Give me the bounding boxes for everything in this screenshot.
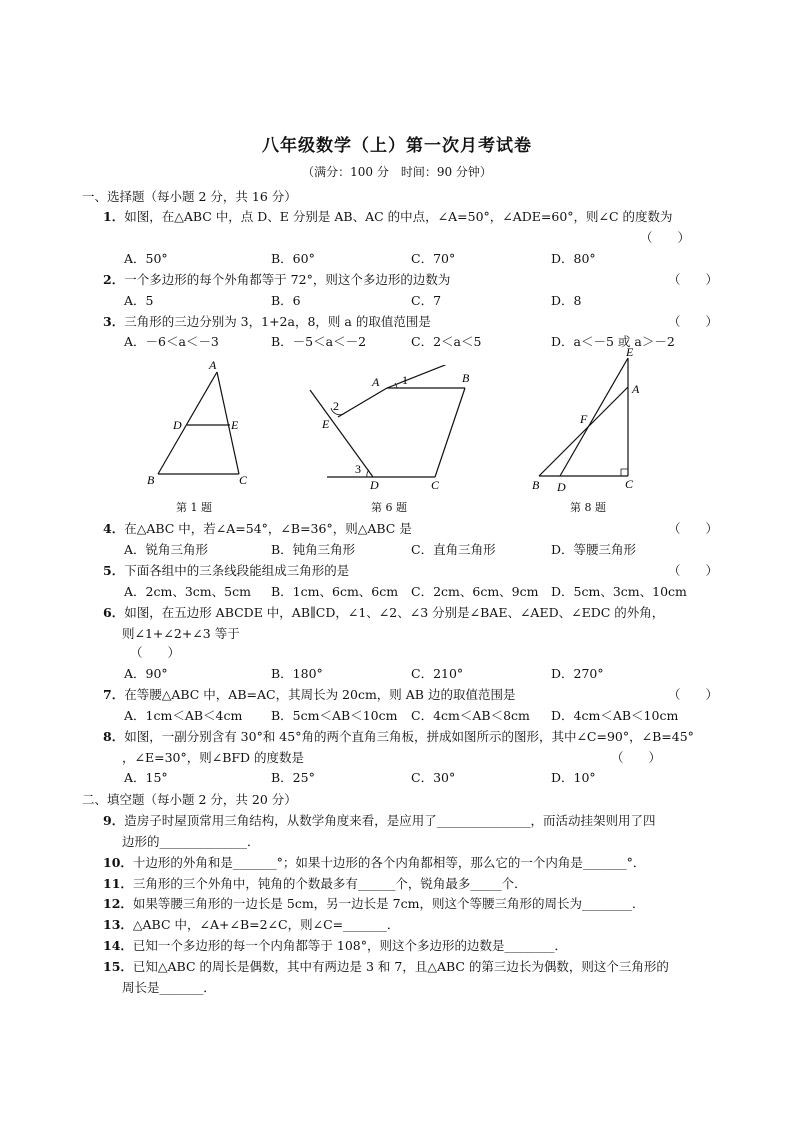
label-a: A bbox=[632, 382, 640, 396]
question-number: 7． bbox=[103, 687, 125, 702]
figure-1-triangle bbox=[140, 355, 260, 490]
page-subtitle: （满分：100 分 时间：90 分钟） bbox=[302, 165, 492, 179]
question-4 bbox=[103, 519, 412, 537]
label-d: D bbox=[557, 480, 566, 494]
question-2 bbox=[103, 270, 450, 288]
answer-parentheses: （ ） bbox=[611, 750, 662, 765]
right-angle-mark bbox=[621, 469, 628, 476]
option-c: C．210° bbox=[411, 666, 464, 681]
side-ae bbox=[338, 388, 387, 417]
label-a: A bbox=[209, 358, 217, 372]
label-e: E bbox=[231, 418, 239, 432]
side-ed-extended bbox=[310, 390, 373, 477]
answer-parentheses: （ ） bbox=[668, 272, 719, 287]
question-number: 12． bbox=[103, 896, 133, 911]
option-a: A．2cm、3cm、5cm bbox=[124, 584, 251, 599]
question-number: 3． bbox=[103, 314, 125, 329]
question-11 bbox=[103, 874, 527, 892]
question-number: 1． bbox=[103, 209, 125, 224]
question-text: 如果等腰三角形的一边长是 5cm，另一边长是 7cm，则这个等腰三角形的周长为________． bbox=[132, 896, 645, 911]
question-text: 如图，一副分别含有 30°和 45°角的两个直角三角板，拼成如图所示的图形，其中∠C=90°，∠B=45° bbox=[124, 729, 694, 744]
side-bc bbox=[435, 388, 465, 477]
question-text: △ABC 中，∠A+∠B=2∠C，则∠C=_______． bbox=[132, 917, 400, 932]
option-d: D．10° bbox=[551, 770, 596, 785]
question-3 bbox=[103, 312, 431, 330]
figure-1-caption: 第 1 题 bbox=[176, 501, 212, 514]
question-number: 4． bbox=[103, 521, 125, 536]
figure-6-caption: 第 6 题 bbox=[371, 501, 407, 514]
option-b: B．180° bbox=[271, 666, 323, 681]
question-10 bbox=[103, 853, 645, 871]
label-b: B bbox=[532, 478, 540, 492]
question-text: 一个多边形的每个外角都等于 72°，则这个多边形的边数为 bbox=[124, 272, 451, 287]
question-6 bbox=[103, 603, 664, 621]
option-a: A．1cm＜AB＜4cm bbox=[124, 708, 243, 723]
label-c: C bbox=[239, 473, 248, 487]
hypotenuse-ba bbox=[539, 387, 628, 476]
option-b: B．60° bbox=[271, 251, 315, 266]
option-d: D．270° bbox=[551, 666, 604, 681]
question-number: 10． bbox=[103, 855, 133, 870]
question-text: 三角形的三边分别为 3，1+2a，8，则 a 的取值范围是 bbox=[124, 314, 431, 329]
question-number: 14． bbox=[103, 938, 133, 953]
label-e: E bbox=[322, 417, 330, 431]
question-9 bbox=[103, 811, 655, 829]
option-a: A．15° bbox=[124, 770, 168, 785]
answer-parentheses: （ ） bbox=[130, 645, 181, 660]
option-d: D．5cm、3cm、10cm bbox=[551, 584, 687, 599]
question-text: 十边形的外角和是_______°；如果十边形的各个内角都相等，那么它的一个内角是_______°． bbox=[132, 855, 646, 870]
question-text: 已知△ABC 的周长是偶数，其中有两边是 3 和 7，且△ABC 的第三边长为偶数，则这个三角形的 bbox=[132, 959, 669, 974]
question-5 bbox=[103, 561, 349, 579]
option-d: D．80° bbox=[551, 251, 596, 266]
question-text: 造房子时屋顶常用三角结构，从数学角度来看，是应用了_______________，而活动挂架则用了四 bbox=[124, 813, 656, 828]
option-b: B．25° bbox=[271, 770, 315, 785]
question-12 bbox=[103, 894, 644, 912]
option-c: C．30° bbox=[411, 770, 456, 785]
extension-ea bbox=[387, 365, 450, 388]
option-d: D．4cm＜AB＜10cm bbox=[551, 708, 679, 723]
question-number: 5． bbox=[103, 563, 125, 578]
question-7 bbox=[103, 685, 515, 703]
label-c: C bbox=[625, 477, 634, 491]
option-c: C．7 bbox=[411, 293, 442, 308]
question-14 bbox=[103, 936, 567, 954]
option-b: B．6 bbox=[271, 293, 301, 308]
answer-parentheses: （ ） bbox=[640, 230, 691, 245]
option-c: C．4cm＜AB＜8cm bbox=[411, 708, 530, 723]
question-number: 6． bbox=[103, 605, 125, 620]
answer-parentheses: （ ） bbox=[668, 314, 719, 329]
option-a: A．锐角三角形 bbox=[124, 542, 209, 557]
option-c: C．70° bbox=[411, 251, 456, 266]
label-d: D bbox=[173, 418, 182, 432]
option-b: B．－5＜a＜－2 bbox=[271, 334, 367, 349]
option-b: B．5cm＜AB＜10cm bbox=[271, 708, 398, 723]
page-title: 八年级数学（上）第一次月考试卷 bbox=[262, 136, 532, 156]
label-a: A bbox=[372, 375, 380, 389]
label-c: C bbox=[431, 478, 440, 492]
question-number: 8． bbox=[103, 729, 125, 744]
option-d: D．a＜－5 或 a＞－2 bbox=[551, 334, 675, 349]
question-6-continued: 则∠1+∠2+∠3 等于 bbox=[122, 626, 240, 641]
question-text: 三角形的三个外角中，钝角的个数最多有______个，锐角最多_____个． bbox=[132, 876, 527, 891]
question-text: 在等腰△ABC 中，AB=AC，其周长为 20cm，则 AB 边的取值范围是 bbox=[124, 687, 516, 702]
side-ab bbox=[158, 372, 217, 474]
answer-parentheses: （ ） bbox=[668, 687, 719, 702]
question-13 bbox=[103, 915, 399, 933]
option-a: A．50° bbox=[124, 251, 168, 266]
label-b: B bbox=[147, 473, 155, 487]
option-b: B．1cm、6cm、6cm bbox=[271, 584, 399, 599]
label-3: 3 bbox=[355, 462, 361, 476]
option-a: A．－6＜a＜－3 bbox=[124, 334, 219, 349]
label-e: E bbox=[626, 346, 634, 359]
question-15 bbox=[103, 957, 669, 975]
question-text: 如图，在△ABC 中，点 D、E 分别是 AB、AC 的中点，∠A=50°，∠ADE=60°，则∠C 的度数为 bbox=[124, 209, 673, 224]
section-choice-heading: 一、选择题（每小题 2 分，共 16 分） bbox=[82, 189, 297, 204]
question-1 bbox=[103, 207, 673, 225]
option-a: A．5 bbox=[124, 293, 154, 308]
option-d: D．等腰三角形 bbox=[551, 542, 637, 557]
option-b: B．钝角三角形 bbox=[271, 542, 356, 557]
answer-parentheses: （ ） bbox=[668, 521, 719, 536]
question-text: 已知一个多边形的每一个内角都等于 108°，则这个多边形的边数是________． bbox=[132, 938, 567, 953]
figure-8-caption: 第 8 题 bbox=[570, 501, 606, 514]
question-text: 下面各组中的三条线段能组成三角形的是 bbox=[124, 563, 350, 578]
option-c: C．2＜a＜5 bbox=[411, 334, 482, 349]
question-number: 13． bbox=[103, 917, 133, 932]
figure-8-set-squares bbox=[525, 346, 655, 496]
question-number: 11． bbox=[103, 876, 133, 891]
question-number: 9． bbox=[103, 813, 125, 828]
label-1: 1 bbox=[402, 373, 408, 387]
option-c: C．2cm、6cm、9cm bbox=[411, 584, 539, 599]
option-a: A．90° bbox=[124, 666, 168, 681]
label-d: D bbox=[370, 478, 379, 492]
question-15-continued: 周长是_______． bbox=[122, 980, 216, 995]
label-b: B bbox=[462, 371, 470, 385]
label-2: 2 bbox=[333, 399, 339, 413]
question-text: 在△ABC 中，若∠A=54°，∠B=36°，则△ABC 是 bbox=[124, 521, 412, 536]
question-number: 2． bbox=[103, 272, 125, 287]
label-f: F bbox=[580, 412, 588, 426]
figure-6-pentagon bbox=[305, 365, 485, 495]
question-number: 15． bbox=[103, 959, 133, 974]
question-text: 如图，在五边形 ABCDE 中，AB∥CD，∠1、∠2、∠3 分别是∠BAE、∠AED、∠EDC 的外角， bbox=[124, 605, 665, 620]
option-d: D．8 bbox=[551, 293, 582, 308]
hypotenuse-de bbox=[560, 358, 628, 476]
section-fill-heading: 二、填空题（每小题 2 分，共 20 分） bbox=[82, 792, 297, 807]
option-c: C．直角三角形 bbox=[411, 542, 496, 557]
question-9-continued: 边形的______________． bbox=[122, 834, 260, 849]
answer-parentheses: （ ） bbox=[668, 563, 719, 578]
question-8 bbox=[103, 727, 694, 745]
question-8-continued: ，∠E=30°，则∠BFD 的度数是 bbox=[122, 750, 305, 765]
